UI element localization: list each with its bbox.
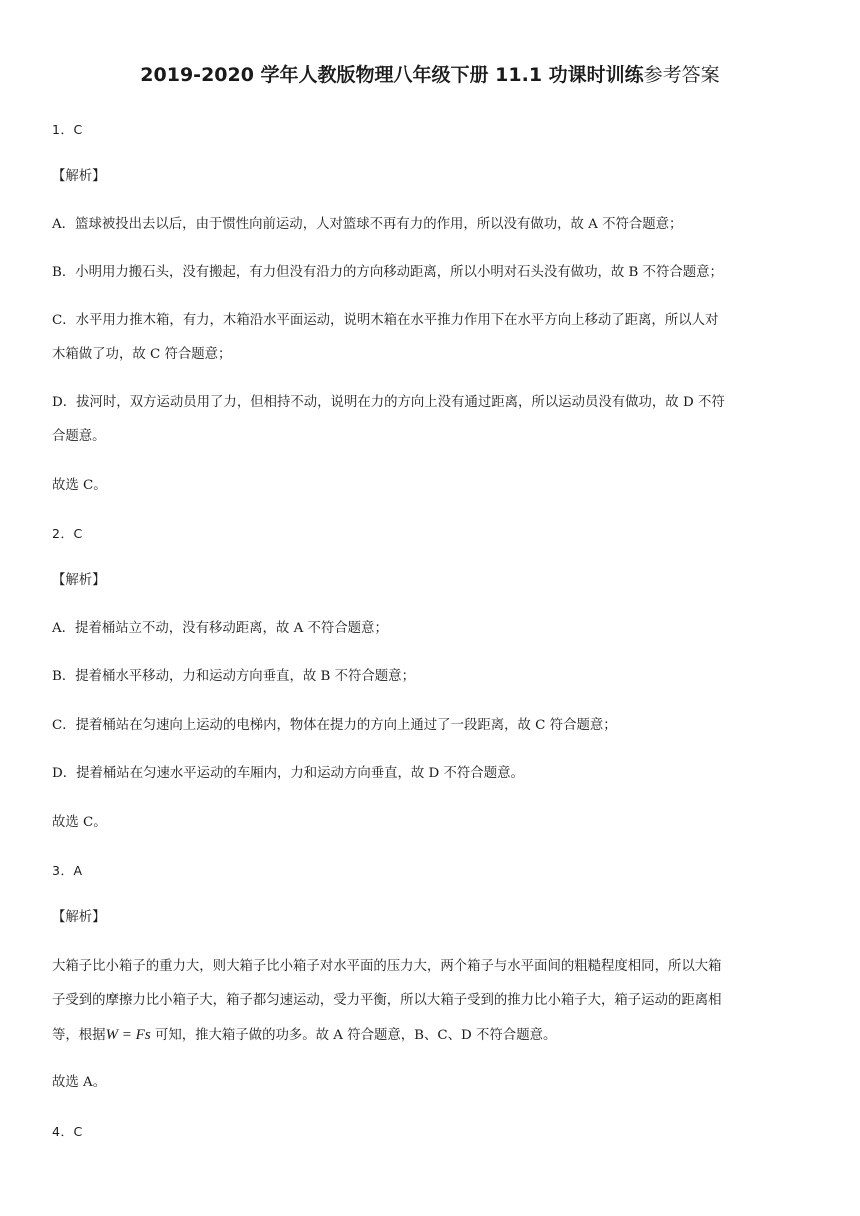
question-3-formula-line: [52, 1025, 808, 1046]
question-4-answer: 4．C: [52, 1124, 83, 1139]
question-2-option-c: C．提着桶站在匀速向上运动的电梯内，物体在提力的方向上通过了一段距离，故 C 符合题意；: [52, 718, 617, 733]
question-1-conclusion: 故选 C。: [52, 478, 107, 493]
question-1-option-c-cont: 木箱做了功，故 C 符合题意；: [52, 347, 232, 362]
question-2-analysis-label: 【解析】: [52, 573, 106, 588]
question-3-analysis-line-1: 大箱子比小箱子的重力大，则大箱子比小箱子对水平面的压力大，两个箱子与水平面间的粗糙程度相同，所以大箱: [52, 959, 722, 974]
title-main: 2019-2020 学年人教版物理八年级下册 11.1 功课时训练: [140, 64, 644, 86]
question-3-analysis-label: 【解析】: [52, 910, 106, 925]
question-2-option-b: B．提着桶水平移动，力和运动方向垂直，故 B 不符合题意；: [52, 669, 415, 684]
formula-line-after: 可知，推大箱子做的功多。故 A 符合题意，B、C、D 不符合题意。: [154, 1028, 557, 1043]
question-3-answer: 3．A: [52, 863, 83, 878]
question-1-answer: 1．C: [52, 122, 83, 137]
question-1-option-b: B．小明用力搬石头，没有搬起，有力但没有沿力的方向移动距离，所以小明对石头没有做功，故 B 不符合题意；: [52, 265, 723, 280]
question-1-option-c: C．水平用力推木箱，有力，木箱沿水平面运动，说明木箱在水平推力作用下在水平方向上移动了距离，所以人对: [52, 313, 719, 328]
question-3-analysis-line-2: 子受到的摩擦力比小箱子大，箱子都匀速运动，受力平衡，所以大箱子受到的推力比小箱子大，箱子运动的距离相: [52, 993, 722, 1008]
question-1-analysis-label: 【解析】: [52, 169, 106, 184]
question-1-option-a: A．篮球被投出去以后，由于惯性向前运动，人对篮球不再有力的作用，所以没有做功，故 A 不符合题意；: [52, 217, 683, 232]
title-suffix: 参考答案: [643, 64, 720, 86]
question-2-answer: 2．C: [52, 526, 83, 541]
question-2-option-a: A．提着桶站立不动，没有移动距离，故 A 不符合题意；: [52, 621, 388, 636]
question-2-option-d: D．提着桶站在匀速水平运动的车厢内，力和运动方向垂直，故 D 不符合题意。: [52, 766, 524, 781]
formula-line-before: 等，根据: [52, 1028, 106, 1043]
question-3-conclusion: 故选 A。: [52, 1075, 107, 1090]
question-2-conclusion: 故选 C。: [52, 815, 107, 830]
question-1-option-d: D．拔河时，双方运动员用了力，但相持不动，说明在力的方向上没有通过距离，所以运动员没有做功，故 D 不符: [52, 395, 725, 410]
question-1-option-d-cont: 合题意。: [52, 429, 106, 444]
page-title: [0, 62, 860, 88]
work-formula: W = Fs: [105, 1027, 151, 1043]
